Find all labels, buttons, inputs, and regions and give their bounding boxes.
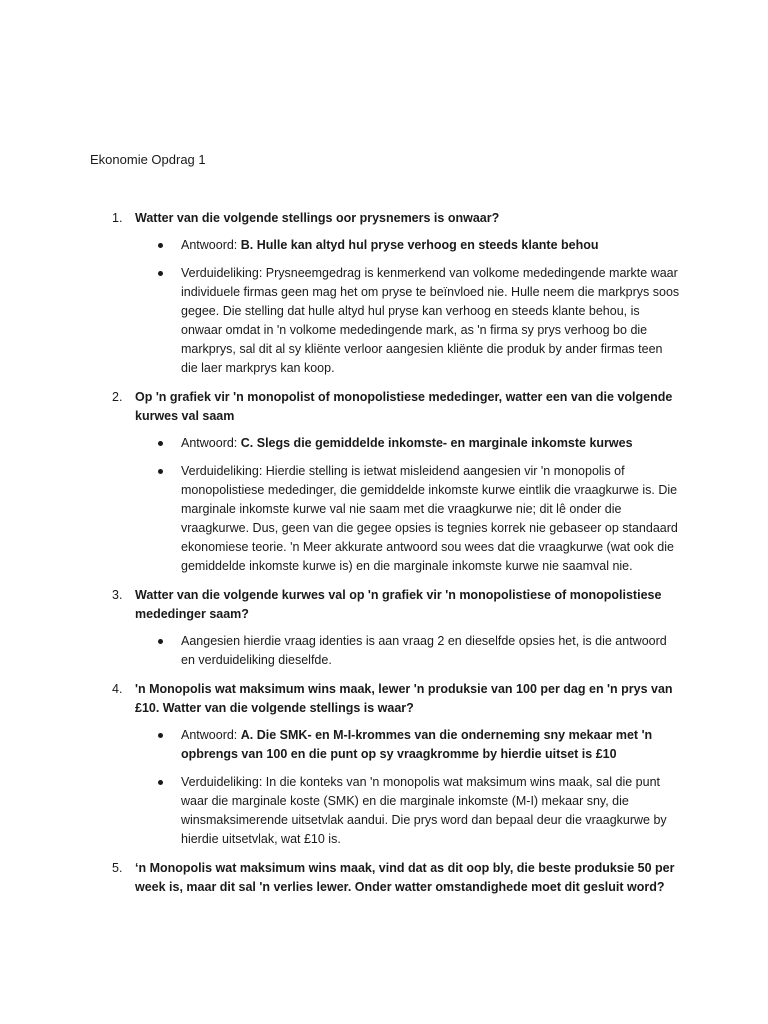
question-text: Op 'n grafiek vir 'n monopolist of monopolistiese mededinger, watter een van die volgende kurwes val saam	[135, 390, 673, 423]
answer-list	[0, 236, 768, 378]
answer-bullet	[0, 236, 768, 255]
question-item	[0, 586, 768, 670]
question-item	[0, 859, 768, 897]
bullet-icon	[158, 733, 163, 738]
question-text: 'n Monopolis wat maksimum wins maak, lewer 'n produksie van 100 per dag en 'n prys van £10. Watter van die volgende stellings is waar?	[135, 682, 673, 715]
bullet-icon	[158, 639, 163, 644]
answer-label: Antwoord:	[181, 728, 241, 742]
note-text: Aangesien hierdie vraag identies is aan vraag 2 en dieselfde opsies het, is die antwoord en verduideliking dieselfde.	[181, 634, 667, 667]
question-item	[0, 388, 768, 576]
bullet-icon	[158, 441, 163, 446]
answer-bullet	[0, 726, 768, 764]
question-text: ‘n Monopolis wat maksimum wins maak, vind dat as dit oop bly, die beste produksie 50 per week is, maar dit sal 'n verlies lewer. Onder watter omstandighede moet dit gesluit word?	[135, 861, 675, 894]
answer-choice: C. Slegs die gemiddelde inkomste- en marginale inkomste kurwes	[240, 436, 633, 450]
answer-text	[181, 726, 681, 764]
explanation-bullet	[0, 462, 768, 576]
bullet-icon	[158, 243, 163, 248]
answer-label: Antwoord:	[181, 436, 241, 450]
answer-text	[181, 434, 681, 453]
question-item	[0, 680, 768, 849]
explanation-bullet	[0, 264, 768, 378]
answer-choice: A. Die SMK- en M-I-krommes van die onderneming sny mekaar met 'n opbrengs van 100 en die punt op sy vraagkromme by hierdie uitset is £10	[181, 728, 653, 761]
bullet-icon	[158, 469, 163, 474]
explanation-text: Verduideliking: Hierdie stelling is ietwat misleidend aangesien vir 'n monopolis of monopolistiese mededinger, die gemiddelde inkomste kurwe eintlik die vraagkurwe is. Die marginale inkomste kurwe val nie saam met die vraagkurwe nie; dit lê onder die vraagkurwe. Dus, geen van die gegee opsies is tegnies korrek nie gebaseer op standaard ekonomiese teorie. 'n Meer akkurate antwoord sou wees dat die vraagkurwe (wat ook die gemiddelde inkomste kurwe is) en die marginale inkomste kurwe nie saamval nie.	[181, 464, 678, 573]
answer-list	[0, 632, 768, 670]
explanation-text: Verduideliking: Prysneemgedrag is kenmerkend van volkome mededingende markte waar individuele firmas geen mag het om pryse te beïnvloed nie. Hulle neem die markprys soos gegee. Die stelling dat hulle altyd hul pryse kan verhoog en steeds klante behou, is onwaar omdat in 'n volkome mededingende mark, as 'n firma sy prys verhoog bo die markprys, sal dit al sy kliënte verloor aangesien kliënte die produk by ander firmas teen die laer markprys kan koop.	[181, 266, 680, 375]
answer-bullet	[0, 434, 768, 453]
question-number: 4.	[112, 682, 123, 696]
bullet-icon	[158, 271, 163, 276]
question-number: 3.	[112, 588, 123, 602]
answer-choice: B. Hulle kan altyd hul pryse verhoog en steeds klante behou	[240, 238, 599, 252]
document-title: Ekonomie Opdrag 1	[90, 152, 206, 167]
explanation-bullet	[0, 773, 768, 849]
note-bullet	[0, 632, 768, 670]
question-number: 1.	[112, 211, 123, 225]
answer-text	[181, 236, 681, 255]
question-text: Watter van die volgende kurwes val op 'n grafiek vir 'n monopolistiese of monopolistiese mededinger saam?	[135, 588, 662, 621]
question-number: 2.	[112, 390, 123, 404]
question-text: Watter van die volgende stellings oor prysnemers is onwaar?	[135, 211, 500, 225]
explanation-text: Verduideliking: In die konteks van 'n monopolis wat maksimum wins maak, sal die punt waar die marginale koste (SMK) en die marginale inkomste (M-I) mekaar sny, die winsmaksimerende uitsetvlak aandui. Die prys word dan bepaal deur die vraagkurwe by hierdie uitsetvlak, wat £10 is.	[181, 775, 667, 846]
question-item	[0, 209, 768, 378]
answer-label: Antwoord:	[181, 238, 241, 252]
bullet-icon	[158, 780, 163, 785]
answer-list	[0, 726, 768, 849]
question-list	[0, 209, 768, 907]
question-number: 5.	[112, 861, 123, 875]
answer-list	[0, 434, 768, 576]
